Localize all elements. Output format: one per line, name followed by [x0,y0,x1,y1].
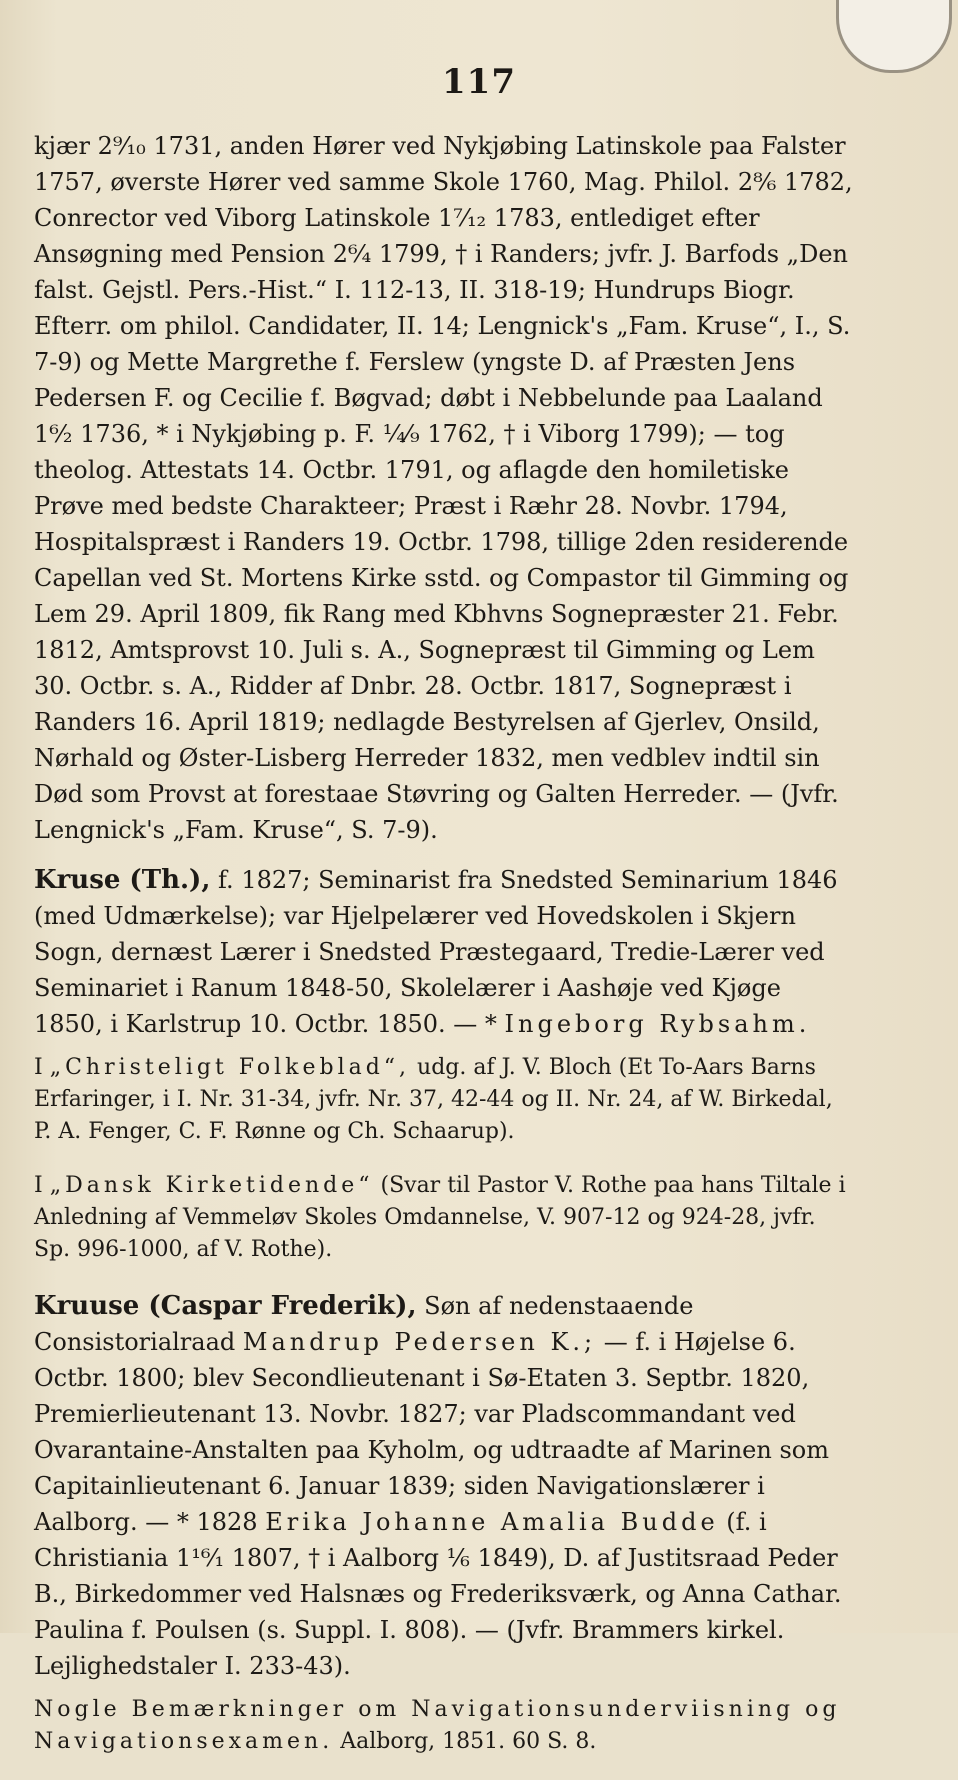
reference-text: (Svar til Pastor V. Rothe paa hans Tiltale i Anledning af Vemmeløv Skoles Omdannelse, V. 907-12 og 924-28, jvfr. Sp. 996-1000, af V. Rothe). [34,1173,846,1262]
entry-kruse-th [34,862,854,1042]
entry-body: — f. i Højelse 6. Octbr. 1800; blev Secondlieutenant i Sø-Etaten 3. Septbr. 1820, Premierlieutenant 13. Novbr. 1827; var Pladscommandant ved Ovarantaine-Anstalten paa Kyholm, og udtraadte af Marinen som Capitainlieutenant 6. Januar 1839; siden Navigationslærer i Aalborg. — * 1828 [34,1328,829,1536]
reference-title: „Christeligt Folkeblad“, [49,1055,411,1080]
entry-body-start: Søn af nedenstaaende Consistorialraad [34,1292,694,1356]
entry-father: Mandrup Pedersen K.; [242,1328,597,1356]
reference-title: „Dansk Kirketidende“ [49,1173,374,1198]
reference-text: udg. af J. V. Bloch (Et To-Aars Barns Erfaringer, i I. Nr. 31-34, jvfr. Nr. 37, 42-44 og II. Nr. 24, af W. Birkedal, P. A. Fenger, C. F. Rønne og Ch. Schaarup). [34,1055,833,1144]
entry-headword: Kruse (Th.), [34,865,211,895]
entry-spouse: Erika Johanne Amalia Budde [265,1508,719,1536]
entry-continued-paragraph: kjær 2⁹⁄₁₀ 1731, anden Hører ved Nykjøbing Latinskole paa Falster 1757, øverste Hører ved samme Skole 1760, Mag. Philol. 2⁸⁄₆ 1782, Conrector ved Viborg Latinskole 1⁷⁄₁₂ 1783, entlediget efter Ansøgning med Pension 2⁶⁄₄ 1799, † i Randers; jvfr. J. Barfods „Den falst. Gejstl. Pers.-Hist.“ I. 112-13, II. 318-19; Hundrups Biogr. Efterr. om philol. Candidater, II. 14; Lengnick's „Fam. Kruse“, I., S. 7-9) og Mette Margrethe f. Ferslew (yngste D. af Præsten Jens Pedersen F. og Cecilie f. Bøgvad; døbt i Nebbelunde paa Laaland 1⁶⁄₂ 1736, * i Nykjøbing p. F. ¼⁄₉ 1762, † i Viborg 1799); — tog theolog. Attestats 14. Octbr. 1791, og aflagde den homiletiske Prøve med bedste Charakteer; Præst i Ræhr 28. Novbr. 1794, Hospitalspræst i Randers 19. Octbr. 1798, tillige 2den residerende Capellan ved St. Mortens Kirke sstd. og Compastor til Gimming og Lem 29. April 1809, fik Rang med Kbhvns Sognepræster 21. Febr. 1812, Amtsprovst 10. Juli s. A., Sognepræst til Gimming og Lem 30. Octbr. s. A., Ridder af Dnbr. 28. Octbr. 1817, Sognepræst i Randers 16. April 1819; nedlagde Bestyrelsen af Gjerlev, Onsild, Nørhald og Øster-Lisberg Herreder 1832, men vedblev indtil sin Død som Provst at forestaae Støvring og Galten Herreder. — (Jvfr. Lengnick's „Fam. Kruse“, S. 7-9). [34,132,853,844]
entry-kruuse-caspar [34,1288,854,1684]
entry-headword: Kruuse (Caspar Frederik), [34,1291,417,1321]
reference-prefix: I [34,1173,43,1198]
reference-folkeblad [34,1052,854,1148]
reference-title: Nogle Bemærkninger om Navigationsunderviisning og Navigationsexamen. [34,1697,841,1754]
reference-kirketidende [34,1170,854,1266]
page-number: 117 [442,62,516,102]
reference-prefix: I [34,1055,43,1080]
reference-text: Aalborg, 1851. 60 S. 8. [340,1729,597,1754]
reference-navigation [34,1694,854,1758]
entry-body: f. 1827; Seminarist fra Snedsted Seminarium 1846 (med Udmærkelse); var Hjelpelærer ved Hovedskolen i Skjern Sogn, dernæst Lærer i Snedsted Præstegaard, Tredie-Lærer ved Seminariet i Ranum 1848-50, Skolelærer i Aashøje ved Kjøge 1850, i Karlstrup 10. Octbr. 1850. — * [34,866,838,1038]
page-content [34,128,854,1780]
entry-body-end: (f. i Christiania 1¹⁶⁄₁ 1807, † i Aalborg ⅙ 1849), D. af Justitsraad Peder B., Birkedommer ved Halsnæs og Frederiksværk, og Anna Cathar. Paulina f. Poulsen (s. Suppl. I. 808). — (Jvfr. Brammers kirkel. Lejlighedstaler I. 233-43). [34,1508,842,1680]
entry-spouse: Ingeborg Rybsahm. [504,1010,811,1038]
